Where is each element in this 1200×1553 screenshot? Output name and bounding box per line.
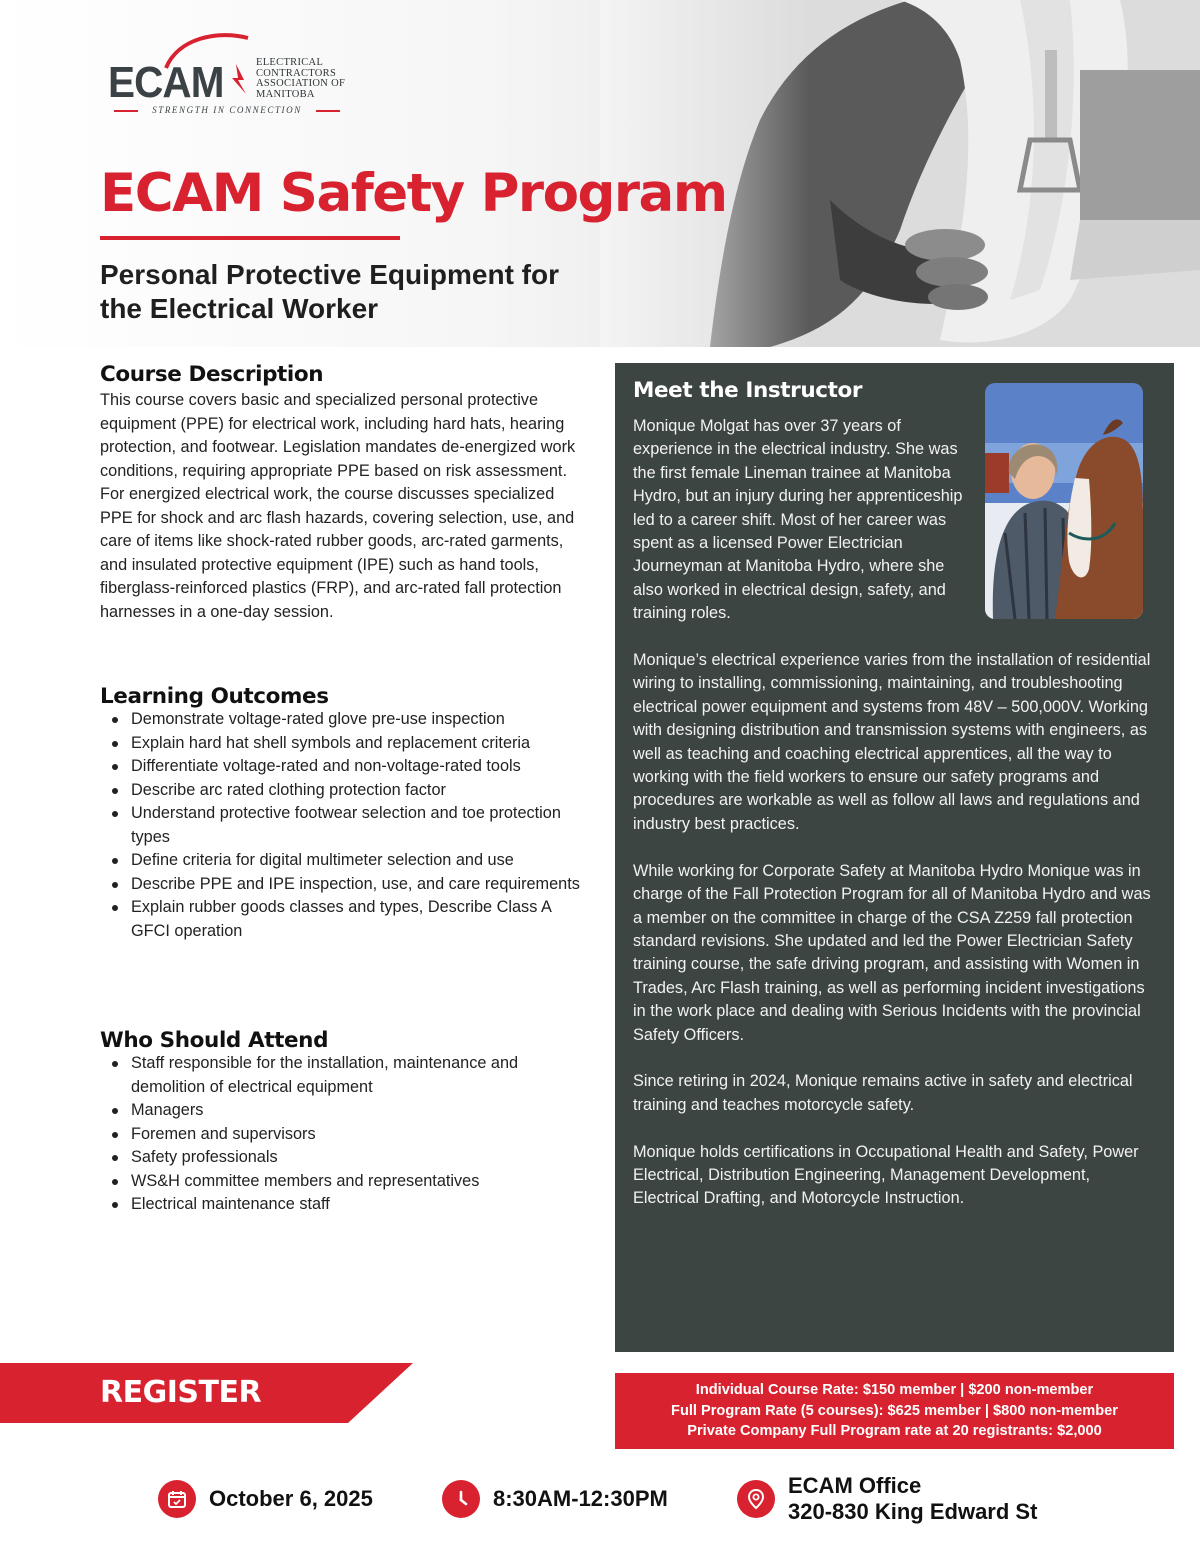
learning-outcomes-section — [100, 684, 580, 943]
rate-line: Private Company Full Program rate at 20 registrants: $2,000 — [687, 1423, 1102, 1439]
clock-icon — [442, 1480, 480, 1518]
list-item: Foremen and supervisors — [100, 1123, 580, 1147]
bio-paragraph: Monique Molgat has over 37 years of experience in the electrical industry. She was the first female Lineman trainee at Manitoba Hydro, but an injury during her apprenticeship led to a career shift. Most of her career was spent as a licensed Power Electrician Journeyman at Manitoba Hydro, where she also worked in electrical design, safety, and training roles. — [633, 417, 963, 623]
ecam-logo — [108, 28, 358, 128]
logo-wordmark: ECAM — [108, 58, 224, 107]
list-item: Define criteria for digital multimeter selection and use — [100, 849, 580, 873]
event-location-text — [788, 1473, 1037, 1525]
list-item: Understand protective footwear selection and toe protection types — [100, 802, 580, 849]
section-heading: Course Description — [100, 362, 324, 387]
list-item: Staff responsible for the installation, maintenance and demolition of electrical equipment — [100, 1052, 580, 1099]
location-line: ECAM Office — [788, 1473, 922, 1498]
page-title: ECAM Safety Program — [100, 163, 727, 224]
logo-line: ELECTRICAL — [256, 57, 324, 68]
bio-paragraph: Monique holds certifications in Occupational Health and Safety, Power Electrical, Distribution Engineering, Management Development, Electrical Drafting, and Motorcycle Instruction. — [633, 1142, 1139, 1208]
event-location — [737, 1473, 1038, 1524]
logo-line: ASSOCIATION OF — [256, 78, 346, 89]
course-description-section — [100, 362, 580, 624]
list-item: WS&H committee members and representatives — [100, 1170, 580, 1194]
instructor-bio — [633, 415, 1158, 1211]
list-item: Differentiate voltage-rated and non-voltage-rated tools — [100, 755, 580, 779]
map-pin-icon — [737, 1480, 775, 1518]
list-item: Explain hard hat shell symbols and replacement criteria — [100, 732, 580, 756]
event-date-text: October 6, 2025 — [209, 1486, 373, 1511]
page-subtitle — [100, 258, 640, 326]
subtitle-line: the Electrical Worker — [100, 293, 379, 324]
section-heading: Learning Outcomes — [100, 684, 329, 709]
list-item: Describe PPE and IPE inspection, use, and care requirements — [100, 873, 580, 897]
instructor-heading: Meet the Instructor — [633, 378, 863, 403]
pricing-box — [615, 1373, 1174, 1449]
list-item: Electrical maintenance staff — [100, 1193, 580, 1217]
subtitle-line: Personal Protective Equipment for — [100, 259, 559, 290]
bio-paragraph: Monique’s electrical experience varies from the installation of residential wiring to installing, commissioning, maintaining, and troubleshooting electrical power equipment and systems from 48V – 500,000V. Working with designing distribution and transmission systems with engineers, as well as teaching and coaching electrical apprentices, all the way to working with the field workers to ensure our safety programs and procedures are workable as well as follow all laws and regulations and industry best practices. — [633, 651, 1151, 833]
event-time-text: 8:30AM-12:30PM — [493, 1486, 668, 1511]
list-item: Describe arc rated clothing protection factor — [100, 779, 580, 803]
logo-tagline: STRENGTH IN CONNECTION — [114, 105, 340, 115]
list-item: Managers — [100, 1099, 580, 1123]
bio-paragraph: Since retiring in 2024, Monique remains active in safety and electrical training and teaches motorcycle safety. — [633, 1072, 1133, 1114]
course-description-text: This course covers basic and specialized personal protective equipment (PPE) for electrical work, including hard hats, hearing protection, and footwear. Legislation mandates de-energized work conditions, requiring appropriate PPE based on risk assessment. For energized electrical work, the course discusses specialized PPE for shock and arc flash hazards, covering selection, use, and care of items like shock-rated rubber goods, arc-rated garments, and insulated protective equipment (IPE) such as hand tools, fiberglass-reinforced plastics (FRP), and arc-rated fall protection harnesses in a one-day session. — [100, 391, 576, 621]
event-date — [158, 1476, 373, 1522]
location-line: 320-830 King Edward St — [788, 1499, 1038, 1524]
title-underline — [100, 236, 400, 240]
learning-outcomes-list — [100, 708, 580, 943]
instructor-panel — [615, 363, 1174, 1352]
event-time — [442, 1476, 668, 1522]
attendee-list — [100, 1052, 580, 1217]
calendar-icon — [158, 1480, 196, 1518]
bio-paragraph: While working for Corporate Safety at Manitoba Hydro Monique was in charge of the Fall Protection Program for all of Manitoba Hydro and was a member on the committee in charge of the CSA Z259 fall protection standard revisions. She updated and led the Power Electrician Safety training course, the safe driving program, and assisting with Women in Trades, Arc Flash training, as well as performing incident investigations in the work place and dealing with Serious Incidents with the provincial Safety Officers. — [633, 861, 1151, 1044]
logo-line: CONTRACTORS — [256, 67, 337, 79]
register-button[interactable]: REGISTER — [100, 1375, 262, 1410]
logo-line: MANITOBA — [256, 88, 315, 100]
list-item: Safety professionals — [100, 1146, 580, 1170]
rate-line: Individual Course Rate: $150 member | $200 non-member — [695, 1382, 1094, 1398]
rate-line: Full Program Rate (5 courses): $625 member | $800 non-member — [671, 1402, 1118, 1419]
section-heading: Who Should Attend — [100, 1028, 329, 1053]
list-item: Explain rubber goods classes and types, Describe Class A GFCI operation — [100, 896, 580, 943]
header-banner — [0, 0, 1200, 347]
who-should-attend-section — [100, 1028, 580, 1217]
list-item: Demonstrate voltage-rated glove pre-use inspection — [100, 708, 580, 732]
logo-association-name — [256, 58, 345, 100]
